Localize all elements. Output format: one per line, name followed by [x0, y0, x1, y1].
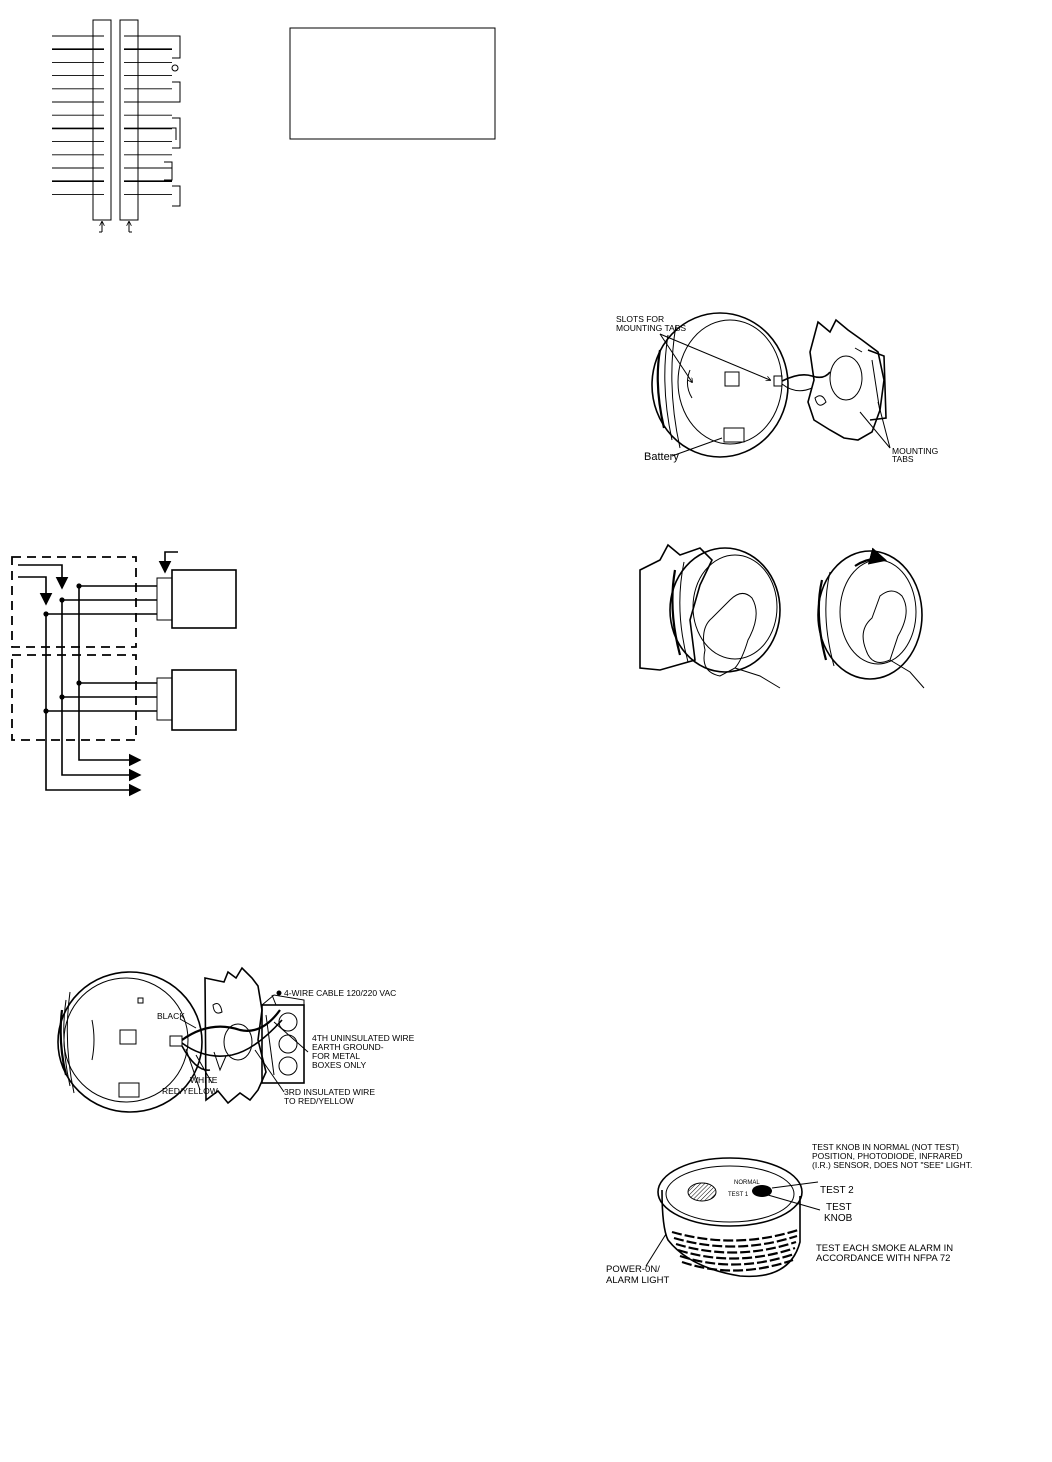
ground-label-1: 4TH UNINSULATED WIRE [312, 1033, 415, 1043]
third-wire-label-2: TO RED/YELLOW [284, 1096, 354, 1106]
terminal-strip-diagram [52, 20, 180, 232]
interconnect-diagram [12, 552, 236, 790]
label-plate [119, 1083, 139, 1097]
jumper-5 [172, 186, 180, 206]
hand-right [863, 591, 906, 662]
mounting-plate-top [808, 320, 884, 440]
slots-label-2: MOUNTING TABS [616, 323, 687, 333]
power-label-1: POWER-0N/ [606, 1264, 660, 1275]
white-wire-label: WHITE [190, 1075, 218, 1085]
mounting-illustration [652, 313, 890, 457]
ground-label-4: BOXES ONLY [312, 1060, 367, 1070]
knob-note-2: POSITION, PHOTODIODE, INFRARED [812, 1151, 963, 1161]
sensor-window [688, 1183, 716, 1201]
black-wire-label: BLACK [157, 1011, 185, 1021]
test-knob-label-1: TEST [826, 1202, 852, 1213]
tabs-label-2: TABS [892, 454, 914, 464]
alarm-unit-2 [172, 670, 236, 730]
side-vents [672, 1230, 798, 1271]
test2-label: TEST 2 [820, 1185, 854, 1196]
terminal-input-wires [52, 36, 104, 194]
knob-note-1: TEST KNOB IN NORMAL (NOT TEST) [812, 1142, 960, 1152]
red-wire-label: RED/YELLOW [162, 1086, 218, 1096]
connector-1 [157, 578, 172, 620]
knob-note-3: (I.R.) SENSOR, DOES NOT "SEE" LIGHT. [812, 1160, 973, 1170]
alarm-unit-1 [172, 570, 236, 628]
slots-label-1: SLOTS FOR [616, 314, 665, 324]
battery-slot [120, 1030, 136, 1044]
twist-install-illustration [640, 545, 924, 688]
connector-plug [170, 1036, 182, 1046]
terminal-output-wires [124, 36, 172, 194]
hand-left [704, 593, 757, 676]
nfpa-label-2: ACCORDANCE WITH NFPA 72 [816, 1253, 951, 1264]
tabs-label-1: MOUNTING [892, 446, 939, 456]
ground-label-3: FOR METAL [312, 1051, 361, 1061]
normal-label: NORMAL [734, 1180, 760, 1186]
blank-notes-box [290, 28, 495, 139]
cable-label: 4-WIRE CABLE 120/220 VAC [284, 988, 397, 998]
connector-2 [157, 678, 172, 720]
jumper-4 [164, 162, 172, 180]
battery-label: Battery [644, 451, 679, 463]
power-label-2: ALARM LIGHT [606, 1275, 670, 1286]
test-illustration [646, 1158, 820, 1276]
electrical-box [262, 1005, 304, 1083]
junction-box-1 [12, 557, 136, 647]
test1-label: TEST 1 [728, 1192, 749, 1198]
terminal-end-circle [172, 65, 178, 71]
test-knob-label-2: KNOB [824, 1213, 853, 1224]
battery-door [724, 428, 744, 442]
nfpa-label-1: TEST EACH SMOKE ALARM IN [816, 1243, 954, 1254]
ground-label-2: EARTH GROUND- [312, 1042, 384, 1052]
jumper-1 [172, 36, 180, 58]
jumper-2 [172, 82, 180, 102]
third-wire-label-1: 3RD INSULATED WIRE [284, 1087, 375, 1097]
